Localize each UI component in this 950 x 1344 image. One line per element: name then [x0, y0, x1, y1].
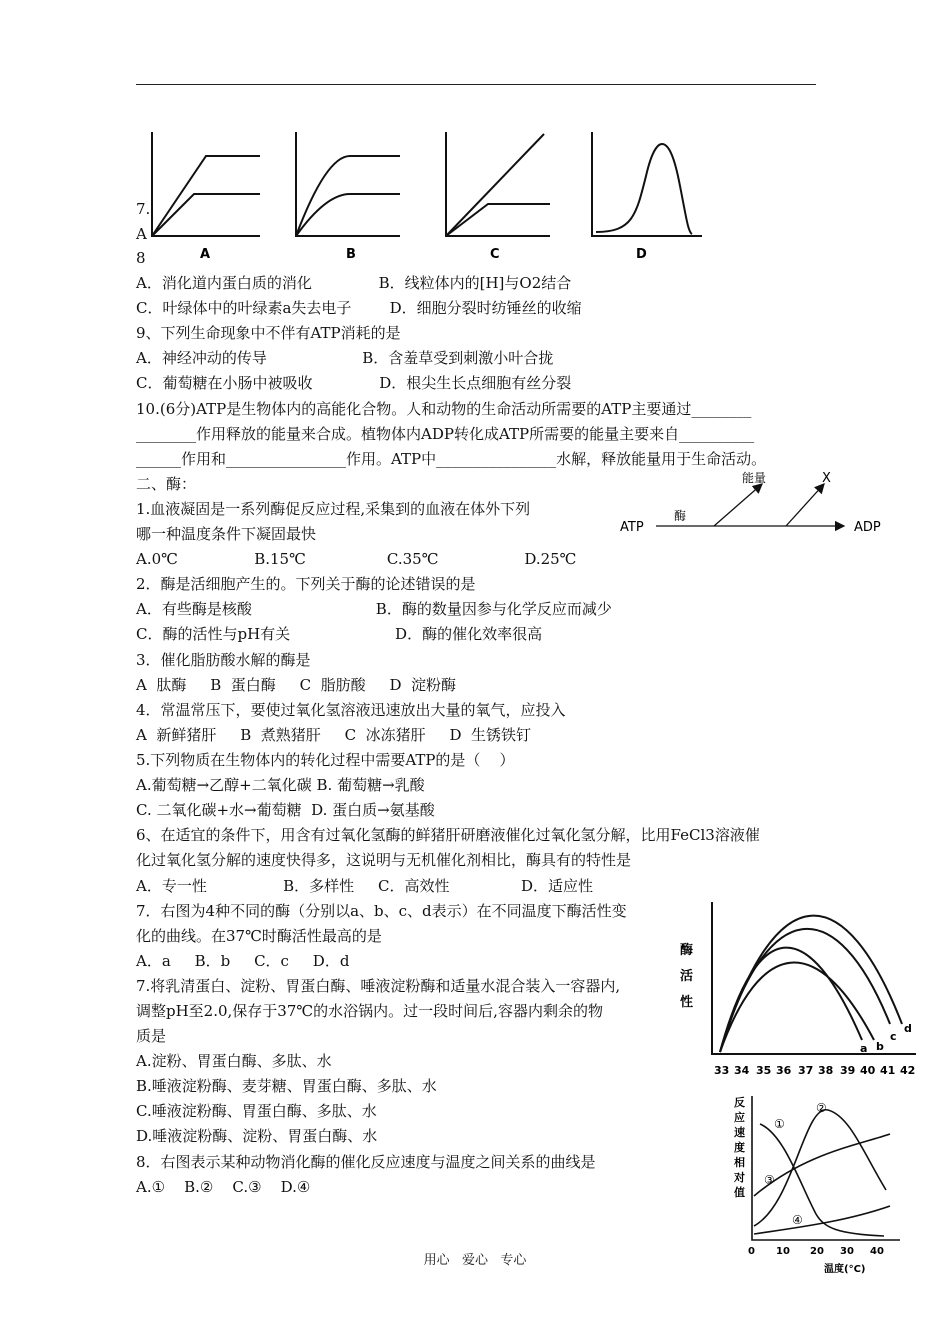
x-label: X: [822, 471, 831, 486]
e7b-option-d: D.唾液淀粉酶、淀粉、胃蛋白酶、水: [136, 1127, 378, 1145]
enzyme-curve-c: [720, 929, 890, 1052]
e3-question: 3．催化脂肪酸水解的酶是: [136, 651, 311, 669]
e2-option-cd: C．酶的活性与pH有关 D．酶的催化效率很高: [136, 625, 543, 643]
rate-ylabel-3: 速: [734, 1126, 745, 1139]
enzyme-tick-34: 34: [734, 1064, 750, 1077]
rate-curve-label-4: ④: [792, 1213, 803, 1227]
e7b-question-line-3: 质是: [136, 1027, 167, 1045]
e2-question: 2．酶是活细胞产生的。下列关于酶的论述错误的是: [136, 575, 476, 593]
enzyme-tick-36: 36: [776, 1064, 792, 1077]
e5-option-ab: A.葡萄糖→乙醇+二氧化碳 B. 葡萄糖→乳酸: [136, 776, 425, 794]
q8-number: 8: [136, 249, 146, 267]
rate-curve-label-3: ③: [764, 1173, 775, 1187]
rate-tick-40: 40: [870, 1246, 884, 1257]
rate-ylabel-4: 度: [734, 1141, 745, 1154]
rate-curve-label-1: ①: [774, 1117, 785, 1131]
rate-tick-10: 10: [776, 1246, 790, 1257]
graph-c-label: C: [490, 247, 500, 262]
rate-xlabel: 温度(°C): [824, 1264, 866, 1275]
header-rule: [136, 84, 816, 85]
graph-d-curve-peak: [596, 144, 692, 234]
enzyme-tick-37: 37: [798, 1064, 814, 1077]
e5-question: 5.下列物质在生物体内的转化过程中需要ATP的是（ ）: [136, 751, 515, 769]
graph-b-axes: [296, 132, 400, 236]
enzyme-ylabel-2: 活: [680, 969, 694, 984]
enzyme-tick-35: 35: [756, 1064, 772, 1077]
rate-tick-20: 20: [810, 1246, 824, 1257]
e6-options: A．专一性 B．多样性 C．高效性 D．适应性: [136, 877, 594, 895]
e7b-question-line-1: 7.将乳清蛋白、淀粉、胃蛋白酶、唾液淀粉酶和适量水混合装入一容器内,: [136, 977, 621, 995]
enzyme-curve-label-a: a: [860, 1042, 868, 1055]
e4-options: A 新鲜猪肝 B 煮熟猪肝 C 冰冻猪肝 D 生锈铁钉: [136, 726, 532, 744]
enzyme-label: 酶: [674, 509, 687, 523]
e7-question-line-1: 7．右图为4种不同的酶（分别以a、b、c、d表示）在不同温度下酶活性变: [136, 902, 627, 920]
enzyme-ylabel-3: 性: [680, 995, 694, 1010]
enzyme-tick-33: 33: [714, 1064, 730, 1077]
enzyme-activity-chart: [676, 900, 926, 1090]
graph-d-axes: [592, 132, 702, 236]
graph-c-curve-linear: [446, 134, 544, 236]
e7b-question-line-2: 调整pH至2.0,保存于37℃的水浴锅内。过一段时间后,容器内剩余的物: [136, 1002, 603, 1020]
q9-option-ab: A．神经冲动的传导 B．含羞草受到刺激小叶合拢: [136, 349, 554, 367]
e5-option-cd: C. 二氧化碳+水→葡萄糖 D. 蛋白质→氨基酸: [136, 801, 435, 819]
atp-label: ATP: [620, 520, 644, 535]
enzyme-chart-axes: [712, 902, 916, 1054]
e3-options: A 肽酶 B 蛋白酶 C 脂肪酸 D 淀粉酶: [136, 676, 457, 694]
e7b-option-b: B.唾液淀粉酶、麦芽糖、胃蛋白酶、多肽、水: [136, 1077, 437, 1095]
graph-a-label: A: [200, 247, 211, 262]
page-footer: 用心 爱心 专心: [423, 1253, 527, 1268]
rate-ylabel-6: 对: [734, 1171, 745, 1184]
enzyme-tick-42: 42: [900, 1064, 916, 1077]
q9-option-cd: C．葡萄糖在小肠中被吸收 D．根尖生长点细胞有丝分裂: [136, 374, 572, 392]
enzyme-ylabel-1: 酶: [680, 943, 694, 958]
rate-tick-0: 0: [748, 1246, 755, 1257]
enzyme-tick-40: 40: [860, 1064, 876, 1077]
graph-a-curve-upper: [152, 156, 260, 236]
q8-option-cd: C．叶绿体中的叶绿素a失去电子 D．细胞分裂时纺锤丝的收缩: [136, 299, 582, 317]
e7-options: A．a B．b C．c D．d: [136, 952, 350, 970]
e7b-option-a: A.淀粉、胃蛋白酶、多肽、水: [136, 1052, 332, 1070]
rate-ylabel-1: 反: [734, 1096, 745, 1109]
graph-d: [592, 132, 702, 236]
rate-ylabel-5: 相: [734, 1156, 745, 1169]
e8-options: A.① B.② C.③ D.④: [136, 1178, 311, 1196]
q10-line-1: 10.(6分)ATP是生物体内的高能化合物。人和动物的生命活动所需要的ATP主要通过________: [136, 400, 752, 418]
x-arrow: [786, 484, 824, 526]
q7-number: 7.: [136, 200, 151, 218]
e2-option-ab: A．有些酶是核酸 B．酶的数量因参与化学反应而减少: [136, 600, 612, 618]
enzyme-curve-label-c: c: [890, 1030, 897, 1043]
enzyme-curve-d: [720, 916, 902, 1052]
rate-curve-4: [754, 1206, 890, 1234]
q9-question: 9、下列生命现象中不伴有ATP消耗的是: [136, 324, 401, 342]
e6-question-line-1: 6、在适宜的条件下，用含有过氧化氢酶的鲜猪肝研磨液催化过氧化氢分解，比用FeCl3溶液催: [136, 826, 760, 844]
energy-arrow: [714, 484, 762, 526]
graph-d-label: D: [636, 247, 647, 262]
graph-b-label: B: [346, 247, 356, 262]
rate-ylabel-2: 应: [734, 1111, 745, 1124]
q8-option-ab: A．消化道内蛋白质的消化 B．线粒体内的[H]与O2结合: [136, 274, 572, 292]
graph-a-curve-lower: [152, 194, 260, 236]
q10-line-2: ________作用释放的能量来合成。植物体内ADP转化成ATP所需要的能量主要来自__________: [136, 425, 755, 443]
e7b-option-c: C.唾液淀粉酶、胃蛋白酶、多肽、水: [136, 1102, 377, 1120]
section-heading-enzyme: 二、酶：: [136, 475, 197, 493]
energy-label: 能量: [742, 471, 767, 485]
e8-question: 8．右图表示某种动物消化酶的催化反应速度与温度之间关系的曲线是: [136, 1153, 596, 1171]
graphs-abcd-figure: [136, 126, 716, 266]
e6-question-line-2: 化过氧化氢分解的速度快得多，这说明与无机催化剂相比，酶具有的特性是: [136, 851, 632, 869]
e7-question-line-2: 化的曲线。在37℃时酶活性最高的是: [136, 927, 382, 945]
rate-ylabel-7: 值: [734, 1186, 745, 1199]
graph-a: [152, 132, 260, 236]
e1-options: A.0℃ B.15℃ C.35℃ D.25℃: [136, 550, 577, 568]
e1-question-line-2: 哪一种温度条件下凝固最快: [136, 525, 317, 543]
atp-adp-diagram: [618, 470, 888, 540]
q10-line-3: ______作用和________________作用。ATP中________________水解，释放能量用于生命活动。: [136, 450, 767, 468]
enzyme-curve-label-d: d: [904, 1022, 912, 1035]
enzyme-tick-38: 38: [818, 1064, 834, 1077]
rate-curve-label-2: ②: [816, 1101, 827, 1115]
graph-b: [296, 132, 400, 236]
e4-question: 4．常温常压下，要使过氧化氢溶液迅速放出大量的氧气，应投入: [136, 701, 566, 719]
graph-c: [446, 132, 550, 236]
enzyme-curve-label-b: b: [876, 1040, 884, 1053]
q7-a-marker: A: [136, 225, 147, 243]
graph-b-curve-upper: [296, 156, 400, 236]
enzyme-tick-41: 41: [880, 1064, 896, 1077]
e1-question-line-1: 1.血液凝固是一系列酶促反应过程,采集到的血液在体外下列: [136, 500, 531, 518]
enzyme-curve-b: [720, 963, 874, 1052]
adp-label: ADP: [854, 520, 881, 535]
rate-tick-30: 30: [840, 1246, 854, 1257]
enzyme-tick-39: 39: [840, 1064, 856, 1077]
